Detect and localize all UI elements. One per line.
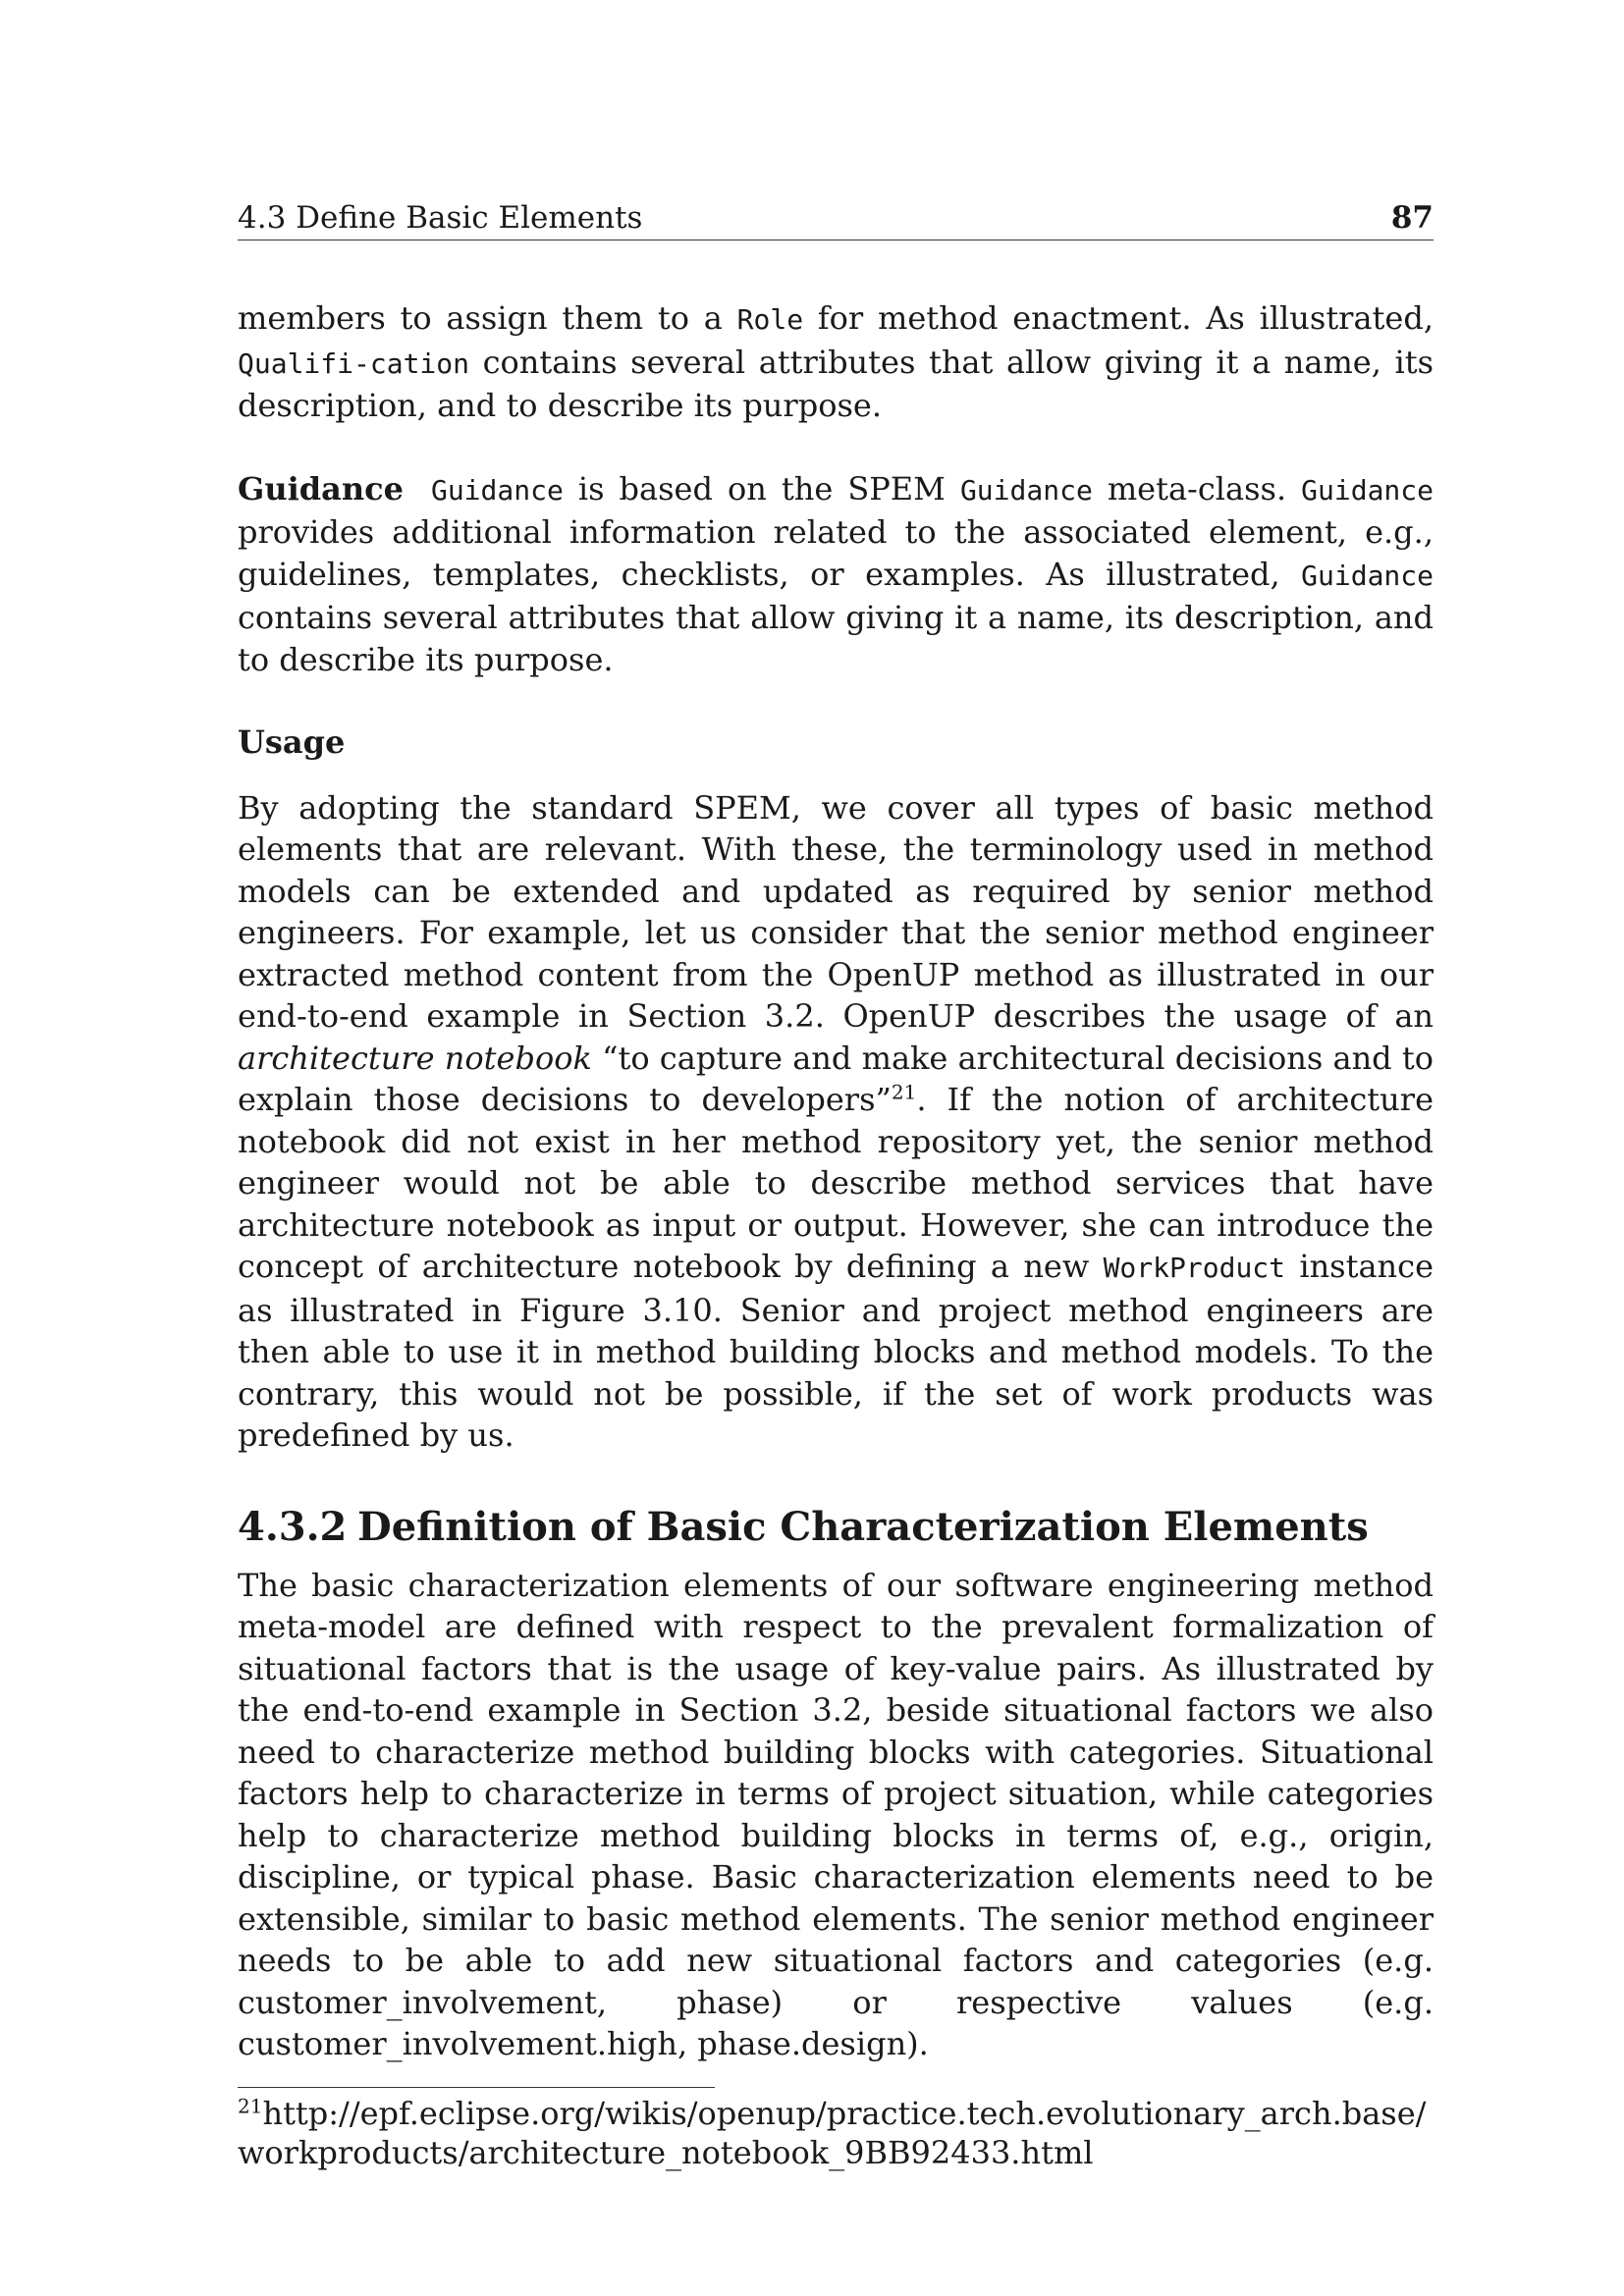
- text-run: contains several attributes that allow giving it a name, its description, and to describe its purpose.: [238, 343, 1434, 424]
- footnote: [238, 2094, 1434, 2172]
- code-guidance: Guidance: [1301, 473, 1434, 507]
- footnote-reference[interactable]: 21: [891, 1080, 917, 1104]
- text-run: provides additional information related to the associated element, e.g., guidelines, templates, checklists, or examples. As illustrated,: [238, 513, 1434, 593]
- text-run: members to assign them to a: [238, 299, 737, 337]
- page-number: 87: [1390, 200, 1434, 236]
- emphasis-architecture-notebook: architecture notebook: [238, 1039, 592, 1077]
- code-guidance: Guidance: [959, 473, 1093, 507]
- code-guidance: Guidance: [430, 473, 564, 507]
- header-section-title: 4.3 Define Basic Elements: [238, 200, 643, 236]
- section-title: Definition of Basic Characterization Elements: [357, 1503, 1369, 1550]
- text-run: instance as illustrated in Figure 3.10. Senior and project method engineers are then able to use it in method building blocks and method models. To the contrary, this would not be possible, if the set of work products was predefined by us.: [238, 1248, 1435, 1454]
- section-number: 4.3.2: [238, 1503, 348, 1550]
- paragraph-usage: [238, 787, 1434, 1457]
- text-run: for method enactment. As illustrated,: [803, 299, 1435, 337]
- code-guidance: Guidance: [1301, 559, 1434, 592]
- text-run: contains several attributes that allow giving it a name, its description, and to describe its purpose.: [238, 599, 1434, 678]
- footnote-mark: 21: [238, 2093, 263, 2117]
- running-header: [238, 196, 1434, 240]
- footnote-url[interactable]: http://epf.eclipse.org/wikis/openup/practice.tech.evolutionary_arch.base/workproducts/architecture_notebook_9BB92433.html: [238, 2094, 1427, 2171]
- text-run: “to capture and make architectural decisions and to explain those decisions to developers”: [238, 1039, 1435, 1118]
- paragraph-qualification: [238, 297, 1434, 427]
- text-run: . If the notion of architecture notebook did not exist in her method repository yet, the senior method engineer would not be able to describe method services that have architecture notebook as input or output. However, she can introduce the concept of architecture notebook by defining a new: [238, 1081, 1435, 1285]
- text-run: meta-class.: [1092, 469, 1302, 507]
- section-heading: [238, 1502, 1434, 1553]
- text-run: By adopting the standard SPEM, we cover all types of basic method elements that are relevant. With these, the terminology used in method models can be extended and updated as required by senior method engineers. For example, let us consider that the senior method engineer extracted method content from the OpenUP method as illustrated in our end-to-end example in Section 3.2. OpenUP describes the usage of an: [238, 788, 1434, 1035]
- guidance-heading: Guidance: [238, 469, 404, 507]
- page: [238, 196, 1434, 2172]
- footnote-rule: [238, 2087, 715, 2088]
- text-run: is based on the SPEM: [563, 469, 960, 507]
- code-qualification: Qualifi-cation: [238, 347, 470, 380]
- code-workproduct: WorkProduct: [1103, 1252, 1286, 1284]
- paragraph-guidance: [238, 468, 1434, 681]
- code-role: Role: [736, 303, 804, 336]
- usage-heading: Usage: [238, 723, 346, 761]
- paragraph-characterization: The basic characterization elements of our software engineering method meta-model are defined with respect to the prevalent formalization of situational factors that is the usage of key-value pairs. As illustrated by the end-to-end example in Section 3.2, beside situational factors we also need to characterize method building blocks with categories. Situational factors help to characterize in terms of project situation, while categories help to characterize method building blocks in terms of, e.g., origin, discipline, or typical phase. Basic characterization elements need to be extensible, similar to basic method elements. The senior method engineer needs to be able to add new situational factors and categories (e.g. customer_involvement, phase) or respective values (e.g. customer_involvement.high, phase.design).: [238, 1566, 1434, 2062]
